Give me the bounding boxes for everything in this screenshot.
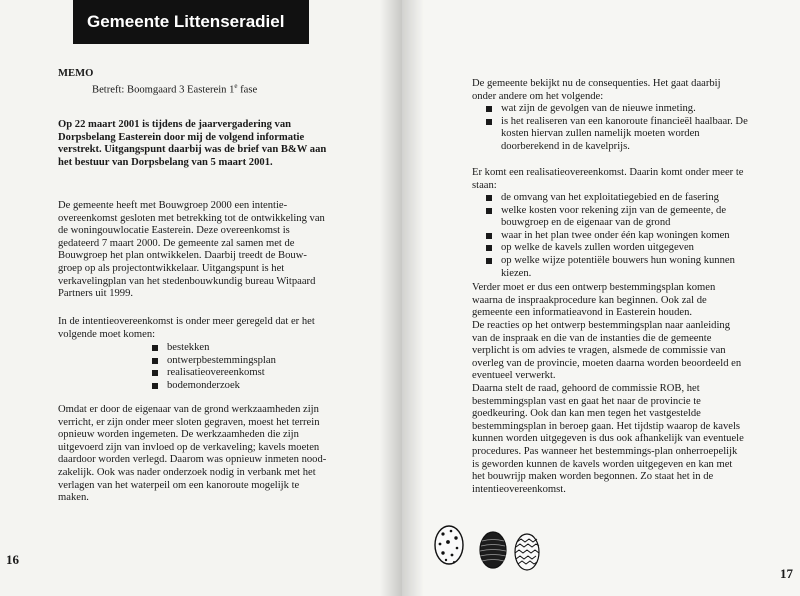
bullet-square-icon — [486, 119, 492, 125]
list-item: wat zijn de gevolgen van de nieuwe inmeting. — [486, 103, 748, 116]
striped-dark-egg-icon — [477, 528, 509, 570]
bullet-square-icon — [486, 195, 492, 201]
list-item: welke kosten voor rekening zijn van de gemeente, de bouwgroep en de eigenaar van de grond — [486, 205, 748, 230]
right-bullet-list-2 — [486, 192, 748, 280]
list-item: waar in het plan twee onder één kap woningen komen — [486, 230, 748, 243]
paragraph-ontwerp-bestemmingsplan: Verder moet er dus een ontwerp bestemmingsplan komen waarna de inspraakprocedure kan beginnen. Ook zal de gemeente een informatieavond in Easterein houden. — [472, 282, 716, 319]
right-bullet-list-1 — [486, 103, 748, 153]
bullet-square-icon — [152, 358, 158, 364]
zigzag-egg-icon — [512, 530, 542, 572]
list-item: op welke wijze potentiële bouwers hun woning kunnen kiezen. — [486, 255, 748, 280]
list-item: de omvang van het exploitatiegebied en de fasering — [486, 192, 748, 205]
bullet-square-icon — [152, 383, 158, 389]
paragraph-procedure: Daarna stelt de raad, gehoord de commissie ROB, het bestemmingsplan vast en gaat het naar de provincie te goedkeuring. Ook dan kan men tegen het vastgestelde bestemmingsplan in beroep gaan. Het tijdstip waarop de kavels kunnen worden uitgegeven is dus ook afhankelijk van eventuele procedures. Pas wanneer het bestemmings-plan onherroepelijk is geworden kunnen de kavels worden uitgegeven en kan met het bouwrijp maken worden begonnen. Zo staat het in de intentieovereenkomst. — [472, 383, 744, 495]
bullet-square-icon — [486, 106, 492, 112]
left-bullet-list — [152, 342, 352, 392]
bullet-square-icon — [486, 245, 492, 251]
memo-label: MEMO — [58, 68, 94, 79]
paragraph-realisatieovereenkomst: Er komt een realisatieovereenkomst. Daarin komt onder meer te staan: — [472, 167, 744, 191]
bullet-square-icon — [152, 370, 158, 376]
list-item: bestekken — [152, 342, 352, 355]
bullet-square-icon — [486, 233, 492, 239]
header-banner: Gemeente Littenseradiel — [73, 0, 309, 44]
list-item: realisatieovereenkomst — [152, 367, 352, 380]
paragraph-bouwgroep: De gemeente heeft met Bouwgroep 2000 een intentie-overeenkomst gesloten met betrekking tot de ontwikkeling van de woningouwlocatie Easterein. Deze overeenkomst is gedateerd 7 maart 2000. De gemeente zal samen met de Bouwgroep het plan ontwikkelen. Daarbij treedt de Bouw-groep op als projectontwikkelaar. Uitgangspunt is het verkavelingplan van het stedenbouwkundig bureau Witpaard Partners uit 1999. — [58, 200, 325, 300]
paragraph-consequenties: De gemeente bekijkt nu de consequenties. Het gaat daarbij onder andere om het volgende: — [472, 78, 721, 102]
paragraph-inmeting: Omdat er door de eigenaar van de grond werkzaamheden zijn verricht, er zijn onder meer sloten gegraven, moest het terrein opnieuw worden ingemeten. De werkzaamheden die zijn uitgevoerd zijn van invloed op de verkaveling; kavels moeten daardoor worden verlegd. Daarom was opnieuw inmeten nood-zakelijk. Ook was nader onderzoek nodig in verbank met het verlagen van het waterpeil om een kanoroute mogelijk te maken. — [58, 404, 327, 504]
paragraph-reacties: De reacties op het ontwerp bestemmingsplan naar aanleiding van de inspraak en die van de instanties die de gemeente verplicht is om advies te vragen, alsmede de commissie van overleg van de provincie, moeten daarna worden beoordeeld en eventueel verwerkt. — [472, 320, 742, 382]
bullet-square-icon — [486, 258, 492, 264]
gutter-shadow — [380, 0, 402, 596]
list-item: bodemonderzoek — [152, 380, 352, 393]
bullet-square-icon — [486, 208, 492, 214]
list-item: op welke de kavels zullen worden uitgegeven — [486, 242, 748, 255]
memo-subject: Betreft: Boomgaard 3 Easterein 1e fase — [92, 82, 258, 96]
speckled-egg-icon — [432, 520, 466, 566]
page-number-left: 16 — [6, 552, 19, 567]
gutter-shadow — [402, 0, 424, 596]
list-item: ontwerpbestemmingsplan — [152, 355, 352, 368]
intro-paragraph: Op 22 maart 2001 is tijdens de jaarvergadering van Dorpsbelang Easterein door mij de volgend informatie verstrekt. Uitgangspunt daarbij was de brief van B&W aan het bestuur van Dorpsbelang van 5 maart 2001. — [58, 119, 327, 168]
paragraph-intentieovereenkomst: In de intentieovereenkomst is onder meer geregeld dat er het volgende moet komen: — [58, 316, 315, 340]
page-number-right: 17 — [780, 566, 793, 581]
right-page — [402, 0, 800, 596]
list-item: is het realiseren van een kanoroute financieël haalbaar. De kosten hiervan zullen namelijk moeten worden doorberekend in de kavelprijs. — [486, 116, 748, 154]
bullet-square-icon — [152, 345, 158, 351]
